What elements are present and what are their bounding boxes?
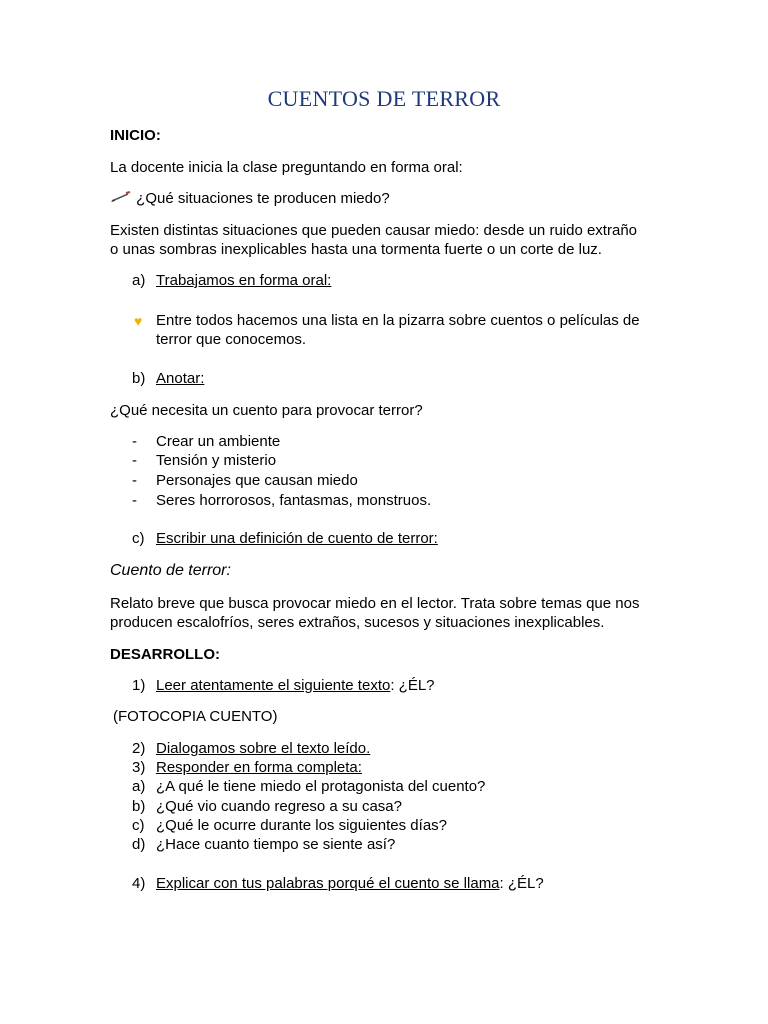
step-1-instruction: Leer atentamente el siguiente texto	[156, 677, 391, 694]
paragraph-line-2: o unas sombras inexplicables hasta una tormenta fuerte o un corte de luz.	[110, 241, 602, 258]
definition-line-1: Relato breve que busca provocar miedo en el lector. Trata sobre temas que nos	[110, 595, 640, 612]
heart-bullet-icon: ♥	[134, 313, 143, 329]
step-4-marker: 4)	[132, 875, 146, 892]
question-marker: d)	[132, 836, 146, 853]
list-item: Tensión y misterio	[156, 452, 277, 469]
question-2: ¿Qué necesita un cuento para provocar terror?	[110, 402, 423, 419]
item-c-marker: c)	[132, 530, 145, 547]
dash-marker: -	[132, 472, 137, 489]
question-item: ¿Hace cuanto tiempo se siente así?	[156, 836, 396, 853]
step-1-suffix: : ¿ÉL?	[390, 677, 435, 694]
step-3-marker: 3)	[132, 759, 146, 776]
step-4	[156, 874, 544, 893]
pencil-icon	[110, 189, 132, 208]
list-item: Crear un ambiente	[156, 433, 281, 450]
dash-marker: -	[132, 433, 137, 450]
item-c-text: Escribir una definición de cuento de terror:	[156, 530, 438, 547]
step-2: Dialogamos sobre el texto leído.	[156, 740, 371, 757]
dash-marker: -	[132, 492, 137, 509]
item-a-text: Trabajamos en forma oral:	[156, 272, 332, 289]
paragraph-line-1: Existen distintas situaciones que pueden causar miedo: desde un ruido extraño	[110, 222, 637, 239]
section-heading-desarrollo: DESARROLLO:	[110, 646, 220, 663]
item-b-text: Anotar:	[156, 370, 205, 387]
item-b-marker: b)	[132, 370, 146, 387]
item-a-marker: a)	[132, 272, 146, 289]
list-item: Seres horrorosos, fantasmas, monstruos.	[156, 492, 432, 509]
document-title: CUENTOS DE TERROR	[267, 86, 501, 111]
dash-marker: -	[132, 452, 137, 469]
question-item: ¿A qué le tiene miedo el protagonista del cuento?	[156, 778, 486, 795]
intro-text: La docente inicia la clase preguntando en forma oral:	[110, 159, 463, 176]
step-2-marker: 2)	[132, 740, 146, 757]
step-1-marker: 1)	[132, 677, 146, 694]
step-4-suffix: : ¿ÉL?	[499, 875, 544, 892]
list-item: Personajes que causan miedo	[156, 472, 358, 489]
question-item: ¿Qué vio cuando regreso a su casa?	[156, 798, 402, 815]
step-1	[156, 676, 435, 695]
bullet-line-1: Entre todos hacemos una lista en la pizarra sobre cuentos o películas de	[156, 312, 640, 329]
step-3: Responder en forma completa:	[156, 759, 362, 776]
photocopy-note: (FOTOCOPIA CUENTO)	[113, 708, 278, 725]
question-text: ¿Qué situaciones te producen miedo?	[136, 190, 390, 207]
section-heading-inicio: INICIO:	[110, 127, 161, 144]
definition-line-2: producen escalofríos, seres extraños, sucesos y situaciones inexplicables.	[110, 614, 605, 631]
bullet-line-2: terror que conocemos.	[156, 331, 307, 348]
question-marker: c)	[132, 817, 145, 834]
question-marker: b)	[132, 798, 146, 815]
question-line	[110, 189, 390, 208]
definition-label: Cuento de terror:	[110, 562, 231, 579]
step-4-instruction: Explicar con tus palabras porqué el cuento se llama	[156, 875, 500, 892]
question-item: ¿Qué le ocurre durante los siguientes días?	[156, 817, 447, 834]
question-marker: a)	[132, 778, 146, 795]
